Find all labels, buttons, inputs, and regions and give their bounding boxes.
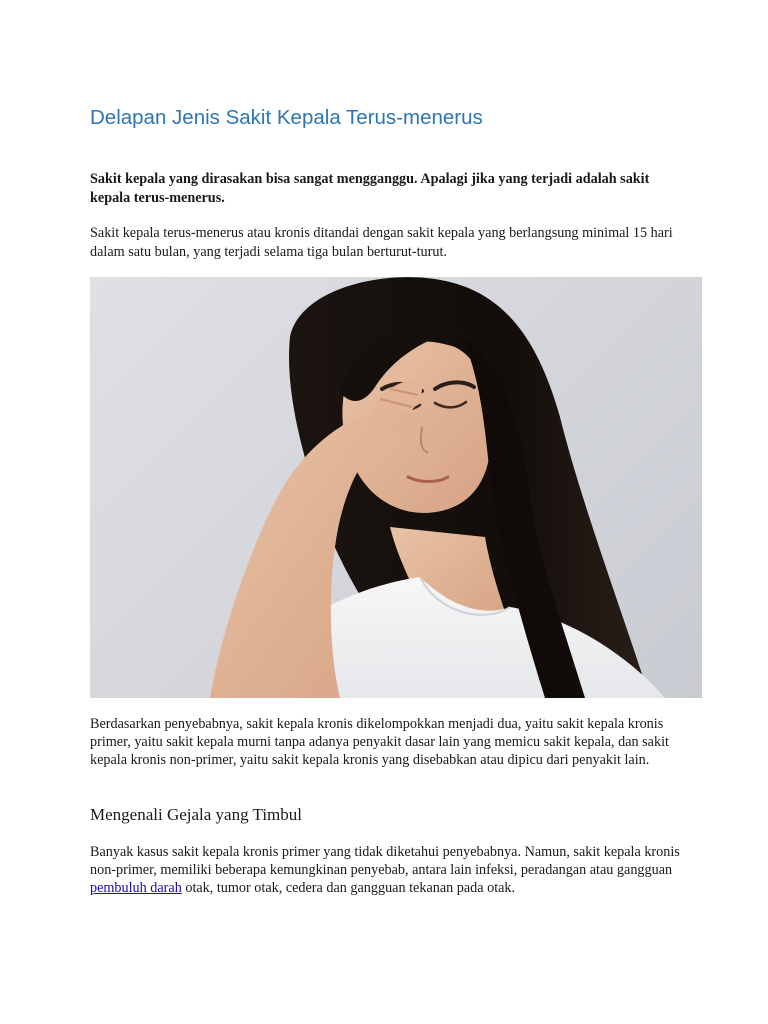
woman-with-headache-photo xyxy=(90,277,702,698)
photo-illustration xyxy=(90,277,702,698)
article-title: Delapan Jenis Sakit Kepala Terus-menerus xyxy=(90,106,483,129)
pembuluh-darah-link[interactable]: pembuluh darah xyxy=(90,880,182,896)
lead-paragraph: Sakit kepala yang dirasakan bisa sangat mengganggu. Apalagi jika yang terjadi adalah sakit kepala terus-menerus. xyxy=(90,171,650,206)
paragraph-causes-text-end: otak, tumor otak, cedera dan gangguan tekanan pada otak. xyxy=(181,880,516,896)
paragraph-definition: Sakit kepala terus-menerus atau kronis ditandai dengan sakit kepala yang berlangsung minimal 15 hari dalam satu bulan, yang terjadi selama tiga bulan berturut-turut. xyxy=(90,225,673,260)
paragraph-classification: Berdasarkan penyebabnya, sakit kepala kronis dikelompokkan menjadi dua, yaitu sakit kepala kronis primer, yaitu sakit kepala murni tanpa adanya penyakit dasar lain yang memicu sakit kepala, dan sakit kepala kronis non-primer, yaitu sakit kepala kronis yang disebabkan atau dipicu dari penyakit lain. xyxy=(90,716,669,768)
paragraph-causes xyxy=(90,843,690,897)
paragraph-causes-text-start: Banyak kasus sakit kepala kronis primer yang tidak diketahui penyebabnya. Namun, sakit kepala kronis non-primer, memiliki beberapa kemungkinan penyebab, antara lain infeksi, peradangan atau gangguan xyxy=(90,844,680,878)
section-heading: Mengenali Gejala yang Timbul xyxy=(90,805,303,824)
